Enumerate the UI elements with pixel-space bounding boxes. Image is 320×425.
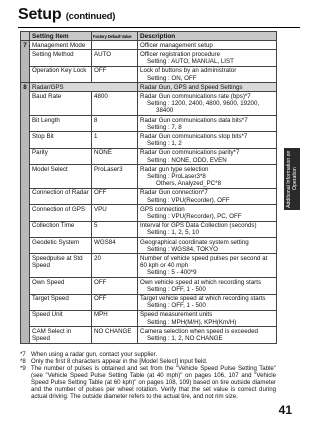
setting-item: Geodetic System (30, 238, 92, 254)
description-setting-options: Setting : 1200, 2400, 4800, 9600, 19200, (147, 100, 260, 108)
setting-description (138, 148, 277, 164)
table-row (21, 92, 277, 116)
page-title (18, 6, 115, 24)
description-setting-options: Setting : WGS84, TOKYO (147, 245, 218, 253)
title-divider (18, 27, 300, 28)
footnote (20, 351, 276, 358)
table-row (21, 50, 277, 66)
description-setting-options: Setting : OFF, 1 - 500 (147, 302, 206, 310)
table-row (21, 41, 277, 50)
setting-description (138, 238, 277, 254)
description-text: Target vehicle speed at which recording starts (140, 295, 266, 302)
default-value: NONE (92, 148, 138, 164)
default-value: ProLaser3 (92, 165, 138, 189)
setting-description (138, 205, 277, 221)
default-value: 5 (92, 221, 138, 237)
footnotes (20, 351, 276, 400)
description-text: Radar Gun connection*7 (140, 189, 208, 197)
description-text: Camera selection when speed is exceeded (140, 327, 258, 335)
description-text: Number of vehicle speed pulses per second at 60 kph or 40 mph (140, 254, 268, 270)
footnote-mark: *8 (20, 358, 26, 365)
setting-description (138, 50, 277, 66)
default-value: WGS84 (92, 238, 138, 254)
description-setting-options: Setting : ProLaser3*8 (147, 172, 206, 180)
setting-description (138, 221, 277, 237)
setting-item: Speed Unit (30, 310, 92, 326)
setting-description (138, 92, 277, 116)
description-text: Lock of buttons by an administrator (140, 67, 237, 75)
setting-item: Stop Bit (30, 132, 92, 148)
settings-table (20, 31, 277, 344)
description-setting-options-cont: Others, Analyzed_PC*8 (156, 180, 222, 188)
section-header-row (21, 83, 277, 92)
default-value: OFF (92, 294, 138, 310)
footnote (20, 358, 276, 365)
table-row (21, 205, 277, 221)
section-number: 7 (21, 41, 30, 83)
section-label: Radar/GPS (30, 83, 138, 92)
setting-item: Baud Rate (30, 92, 92, 116)
description-text: GPS connection (140, 205, 185, 213)
default-value: OFF (92, 278, 138, 294)
description-text: Radar Gun communications parity*7 (140, 149, 240, 157)
setting-item: Collection Time (30, 221, 92, 237)
description-setting-options: Setting : OFF, 1 - 500 (147, 285, 206, 293)
header-description: Description (138, 32, 277, 41)
table-row (21, 165, 277, 189)
setting-description (138, 278, 277, 294)
setting-description (138, 254, 277, 278)
description-text: Officer management setup (140, 41, 213, 49)
setting-item: Bit Length (30, 116, 92, 132)
table-row (21, 254, 277, 278)
default-value: 1 (92, 132, 138, 148)
description-setting-options: Setting : NONE, ODD, EVEN (147, 156, 227, 164)
header-factory-default: Factory Default Value (92, 32, 138, 41)
default-value: MPH (92, 310, 138, 326)
default-value: AUTO (92, 50, 138, 66)
setting-description (138, 294, 277, 310)
description-setting-options: Setting : VPU(Recorder), OFF (147, 196, 230, 204)
description-setting-options-cont: 38400 (156, 107, 174, 115)
default-value (92, 41, 138, 50)
description-text: Radar Gun communications rate (bps)*7 (140, 92, 251, 100)
default-value: NO CHANGE (92, 327, 138, 343)
setting-item: Model Select (30, 165, 92, 189)
section-description: Radar Gun, GPS and Speed Settings (138, 83, 277, 92)
description-text: Interval for GPS Data Collection (seconds) (140, 222, 257, 230)
setting-description (138, 165, 277, 189)
page-title-text: Setup (18, 6, 62, 23)
footnote-mark: *7 (20, 351, 26, 358)
table-row (21, 278, 277, 294)
footnote-text: The number of pulses is obtained and set from the "Vehicle Speed Pulse Setting Table" (see "Vehicle Speed Pulse Setting Table (at 40 mph)" on pages 106, 107 and "Vehicle Speed Pulse Setting Table (at 60 kph)" on pages 108, 109) based on tire outside diameter and the number of pulses per wheel rotation. Verify that the set value is correct during actual driving. The outside diameter refers to the actual tire, and not rim size. (31, 365, 276, 400)
header-setting-item: Setting Item (30, 32, 92, 41)
default-value: VPU (92, 205, 138, 221)
description-setting-options: Setting : MPH(M/H), KPH(Km/H) (147, 318, 237, 326)
description-text: Own vehicle speed at which recording starts (140, 278, 262, 286)
default-value: 20 (92, 254, 138, 278)
description-setting-options: Setting : 7, 8 (147, 123, 182, 131)
description-text: Radar gun type selection (140, 165, 209, 173)
description-text: Radar Gun communications data bits*7 (140, 116, 248, 124)
setting-description (138, 310, 277, 326)
setting-item: Parity (30, 148, 92, 164)
setting-description (138, 66, 277, 82)
default-value: OFF (92, 188, 138, 204)
setting-item: Speedpulse at Std Speed (30, 254, 92, 278)
table-row (21, 238, 277, 254)
default-value: 4800 (92, 92, 138, 116)
setting-item: Operation Key Lock (30, 66, 92, 82)
description-setting-options: Setting : 1, 2, 5, 10 (147, 229, 199, 237)
table-row (21, 310, 277, 326)
default-value: OFF (92, 66, 138, 82)
setting-description (138, 188, 277, 204)
setting-description (138, 116, 277, 132)
default-value: 8 (92, 116, 138, 132)
setting-item: Own Speed (30, 278, 92, 294)
table-row (21, 188, 277, 204)
page-number: 41 (278, 403, 292, 417)
side-section-tab: Additional Information on Operation (284, 148, 300, 210)
table-row (21, 221, 277, 237)
table-row (21, 294, 277, 310)
header-number (21, 32, 30, 41)
setting-description (138, 132, 277, 148)
table-header-row (21, 32, 277, 41)
setting-item: Setting Method (30, 50, 92, 66)
description-setting-options: Setting : 5 - 400*9 (147, 269, 197, 277)
description-setting-options: Setting : VPU(Recorder), PC, OFF (147, 212, 242, 220)
setting-item: Connection of Radar (30, 188, 92, 204)
description-setting-options: Setting : 1, 2, NO CHANGE (147, 335, 223, 343)
description-setting-options: Setting : ON, OFF (147, 74, 197, 82)
footnote-text: When using a radar gun, contact your supplier. (31, 351, 158, 358)
setting-description (138, 41, 277, 50)
setting-item: Connection of GPS (30, 205, 92, 221)
description-text: Radar Gun communications stop bits*7 (140, 132, 248, 140)
footnote (20, 365, 276, 400)
table-row (21, 148, 277, 164)
table-row (21, 66, 277, 82)
setting-item: Target Speed (30, 294, 92, 310)
setting-description (138, 327, 277, 343)
description-setting-options: Setting : 1, 2 (147, 140, 182, 148)
table-row (21, 132, 277, 148)
table-row (21, 327, 277, 343)
page-title-subtitle: (continued) (65, 11, 116, 22)
description-text: Speed measurement units (140, 311, 213, 319)
description-setting-options: Setting : AUTO, MANUAL, LIST (147, 58, 234, 66)
description-text: Geographical coordinate system setting (140, 238, 249, 246)
footnote-text: Only the first 8 characters appear in the [Model Select] input field. (31, 358, 208, 365)
setting-item: CAM Select in Speed (30, 327, 92, 343)
section-number: 8 (21, 83, 30, 344)
description-text: Officer registration procedure (140, 50, 221, 58)
setting-item: Management Mode (30, 41, 92, 50)
footnote-mark: *9 (20, 365, 26, 372)
table-row (21, 116, 277, 132)
